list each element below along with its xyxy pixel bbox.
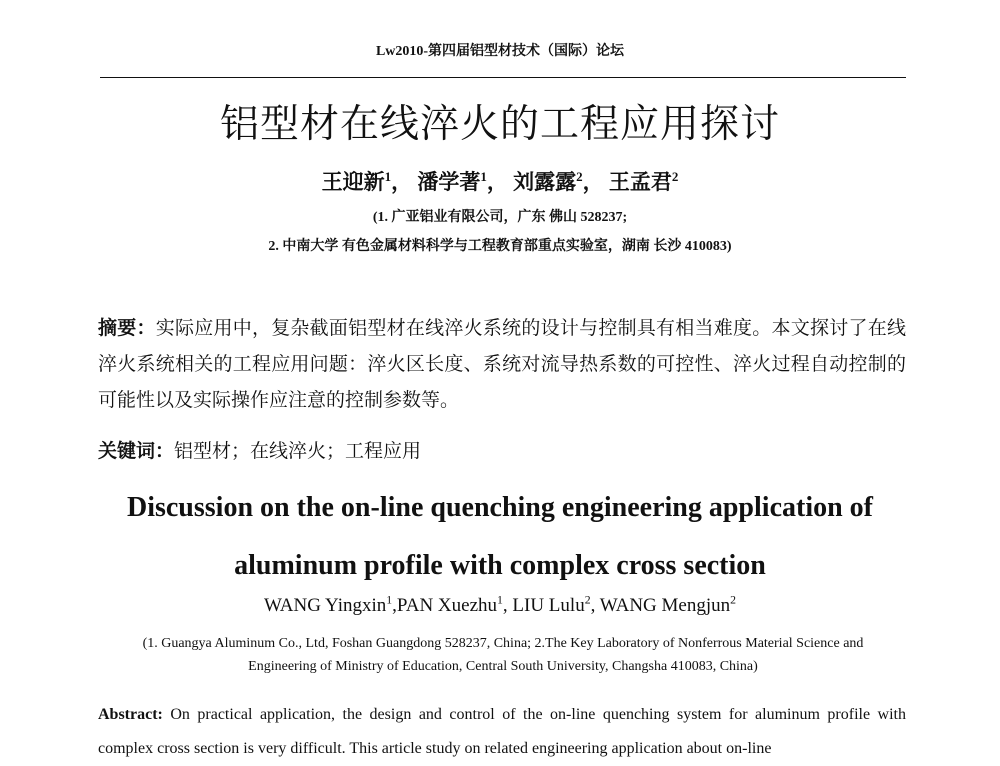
abstract-en-text: On practical application, the design and control of the on-line quenching system for aluminum profile with complex cross section is very difficult. This article study on related engineering application about on-line bbox=[98, 706, 906, 757]
affiliation-cn-line-1: (1. 广亚铝业有限公司，广东 佛山 528237; bbox=[372, 210, 628, 225]
running-header: Lw2010-第四届铝型材技术（国际）论坛 bbox=[375, 44, 625, 59]
abstract-cn-label: 摘要： bbox=[98, 318, 156, 339]
paper-title-en-line-1: Discussion on the on-line quenching engineering application of bbox=[126, 492, 873, 523]
author-cn: 王迎新$^1$， bbox=[321, 169, 413, 194]
affiliation-en bbox=[120, 632, 886, 678]
author-list-cn bbox=[0, 166, 1000, 196]
paper-title-cn: 铝型材在线淬火的工程应用探讨 bbox=[219, 103, 780, 146]
header-divider bbox=[100, 77, 906, 78]
affiliation-en-line-2: Engineering of Ministry of Education, Central South University, Changsha 410083, China) bbox=[248, 659, 758, 674]
keywords-cn-label: 关键词： bbox=[98, 441, 175, 462]
author-cn: 刘露露$^2$， bbox=[513, 169, 604, 194]
author-en: LIU Lulu$^2$, bbox=[512, 593, 600, 616]
author-en: WANG Yingxin$^1$, bbox=[263, 593, 397, 616]
author-cn: 王孟君$^2$ bbox=[608, 169, 679, 194]
abstract-en-label: Abstract: bbox=[98, 706, 163, 723]
abstract-en bbox=[98, 698, 906, 766]
author-cn: 潘学著$^1$， bbox=[417, 169, 508, 194]
keywords-cn bbox=[98, 436, 906, 463]
author-list-en bbox=[0, 595, 1000, 617]
author-en: PAN Xuezhu$^1$, bbox=[396, 593, 513, 616]
paper-title-en-line-2: aluminum profile with complex cross section bbox=[234, 550, 766, 581]
abstract-cn-text: 实际应用中，复杂截面铝型材在线淬火系统的设计与控制具有相当难度。本文探讨了在线淬火系统相关的工程应用问题：淬火区长度、系统对流导热系数的可控性、淬火过程自动控制的可能性以及实际操作应注意的控制参数等。 bbox=[98, 318, 906, 411]
affiliation-en-line-1: (1. Guangya Aluminum Co., Ltd, Foshan Guangdong 528237, China; 2.The Key Laboratory of Nonferrous Material Science and bbox=[142, 636, 864, 651]
keywords-cn-text: 铝型材；在线淬火；工程应用 bbox=[174, 441, 422, 462]
author-en: WANG Mengjun$^2$ bbox=[599, 593, 737, 616]
affiliation-cn-line-2: 2. 中南大学 有色金属材料科学与工程教育部重点实验室，湖南 长沙 410083) bbox=[268, 239, 732, 254]
paper-title-en bbox=[0, 479, 1000, 595]
abstract-cn bbox=[98, 311, 906, 419]
